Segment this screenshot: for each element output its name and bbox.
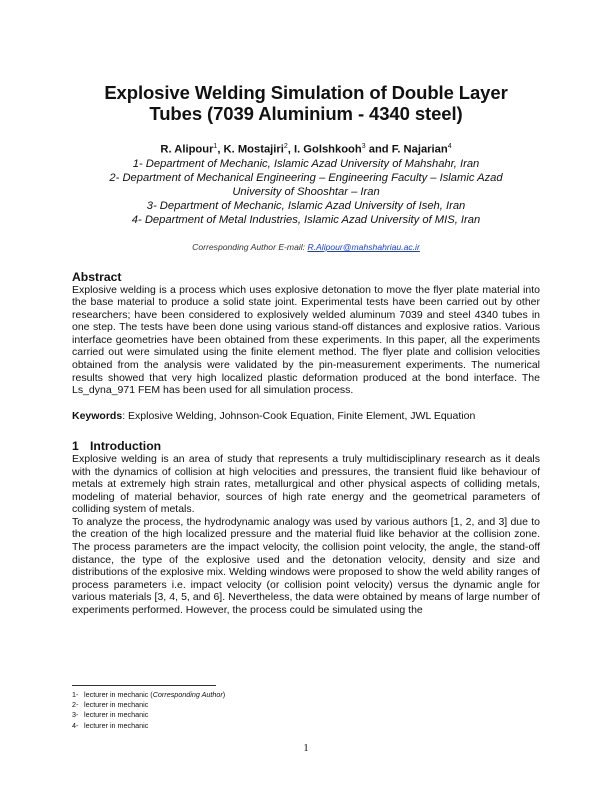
intro-paragraph-2: To analyze the process, the hydrodynamic analogy was used by various authors [1, 2, and 3] due to the creation of the high localized pressure and the material fluid like behavior at the collision zone. The process parameters are the impact velocity, the collision point velocity, the angle, the stand-off distance, the type of the explosive used and the detonation velocity, density and size and distributions of the explosive mix. Welding windows were proposed to show the weld ability ranges of process parameters i.e. impact velocity (or collision point velocity) versus the dynamic angle for various materials [3, 4, 5, and 6]. Nevertheless, the data were obtained by means of large number of experiments performed. However, the process could be simulated using the xyxy=(72,515,540,616)
footnote xyxy=(72,710,372,720)
corresponding-email-link[interactable]: R.Alipour@mahshahriau.ac.ir xyxy=(307,241,420,252)
author-separator: , xyxy=(217,143,224,156)
paper-title xyxy=(72,82,540,124)
footnote-text: lecturer in mechanic xyxy=(84,720,149,730)
author-name: K. Mostajiri xyxy=(223,143,284,156)
footnote-text: lecturer in mechanic xyxy=(84,710,149,720)
footnote-text: lecturer in mechanic ( xyxy=(84,690,153,699)
corresponding-label: Corresponding Author E-mail: xyxy=(192,241,308,252)
footnote-divider xyxy=(72,685,216,686)
footnote xyxy=(72,690,372,700)
footnote-italic: Corresponding Author xyxy=(152,690,223,699)
keywords-text: : Explosive Welding, Johnson-Cook Equation, Finite Element, JWL Equation xyxy=(122,409,476,422)
author-separator: and xyxy=(365,143,392,156)
author-superscript: 3 xyxy=(361,143,366,150)
title-line-2: Tubes (7039 Aluminium - 4340 steel) xyxy=(149,103,463,124)
abstract-heading: Abstract xyxy=(72,269,122,284)
affiliation-list xyxy=(72,157,540,227)
footnote xyxy=(72,721,372,731)
section-number: 1 xyxy=(72,439,79,454)
author-name: F. Najarian xyxy=(391,143,448,156)
keywords-label: Keywords xyxy=(72,409,123,422)
affiliation: University of Shooshtar – Iran xyxy=(232,185,380,198)
author-list xyxy=(72,140,540,157)
footnote-number: 1- xyxy=(72,690,79,699)
footnote-number: 2- xyxy=(72,700,79,710)
footnote-close: ) xyxy=(222,690,226,699)
author-superscript: 2 xyxy=(283,143,288,150)
paper-page xyxy=(72,82,540,616)
intro-paragraph-1: Explosive welding is an area of study that represents a truly multidisciplinary research as it deals with the dynamics of collision at high velocities and pressures, the transient fluid like behaviour of metals at extremely high strain rates, metallurgical and other physical aspects of colliding metals, modeling of material behavior, sources of high rate energy and the geometrical parameters of colliding system of metals. xyxy=(72,453,540,516)
page-number: 1 xyxy=(303,742,309,754)
author-name: I. Golshkooh xyxy=(293,143,362,156)
author-superscript: 4 xyxy=(447,143,452,150)
introduction-heading xyxy=(72,439,540,453)
affiliation: 1- Department of Mechanic, Islamic Azad University of Mahshahr, Iran xyxy=(132,157,480,170)
affiliation: 2- Department of Mechanical Engineering – Engineering Faculty – Islamic Azad xyxy=(109,171,503,184)
footnote-text: lecturer in mechanic xyxy=(84,700,149,710)
author-name: R. Alipour xyxy=(160,143,214,156)
footnote xyxy=(72,700,372,710)
section-title: Introduction xyxy=(90,439,162,454)
abstract-text: Explosive welding is a process which uses explosive detonation to move the flyer plate material into the base material to produce a solid state joint. Experimental tests have been carried out by other researchers; have been considered to explosively welded aluminum 7039 and steel 4340 tubes in one step. The tests have been done using various stand-off distances and explosive ratios. Various interface geometries have been obtained from these experiments. In this paper, all the experiments carried out were simulated using the finite element method. The flyer plate and collision velocities obtained from the analysis were validated by the pin-measurement experiments. The numerical results showed that very high localized plastic deformation produced at the bond interface. The Ls_dyna_971 FEM has been used for all simulation process. xyxy=(72,283,540,397)
author-superscript: 1 xyxy=(213,143,218,150)
footnote-number: 4- xyxy=(72,720,79,730)
footnote-number: 3- xyxy=(72,710,79,720)
affiliation: 4- Department of Metal Industries, Islamic Azad University of MIS, Iran xyxy=(131,213,481,226)
affiliation: 3- Department of Mechanic, Islamic Azad University of Iseh, Iran xyxy=(146,199,466,212)
author-separator: , xyxy=(287,143,294,156)
footnotes xyxy=(72,690,372,731)
keywords xyxy=(72,410,540,423)
title-line-1: Explosive Welding Simulation of Double Layer xyxy=(104,82,508,103)
corresponding-author xyxy=(72,242,540,253)
